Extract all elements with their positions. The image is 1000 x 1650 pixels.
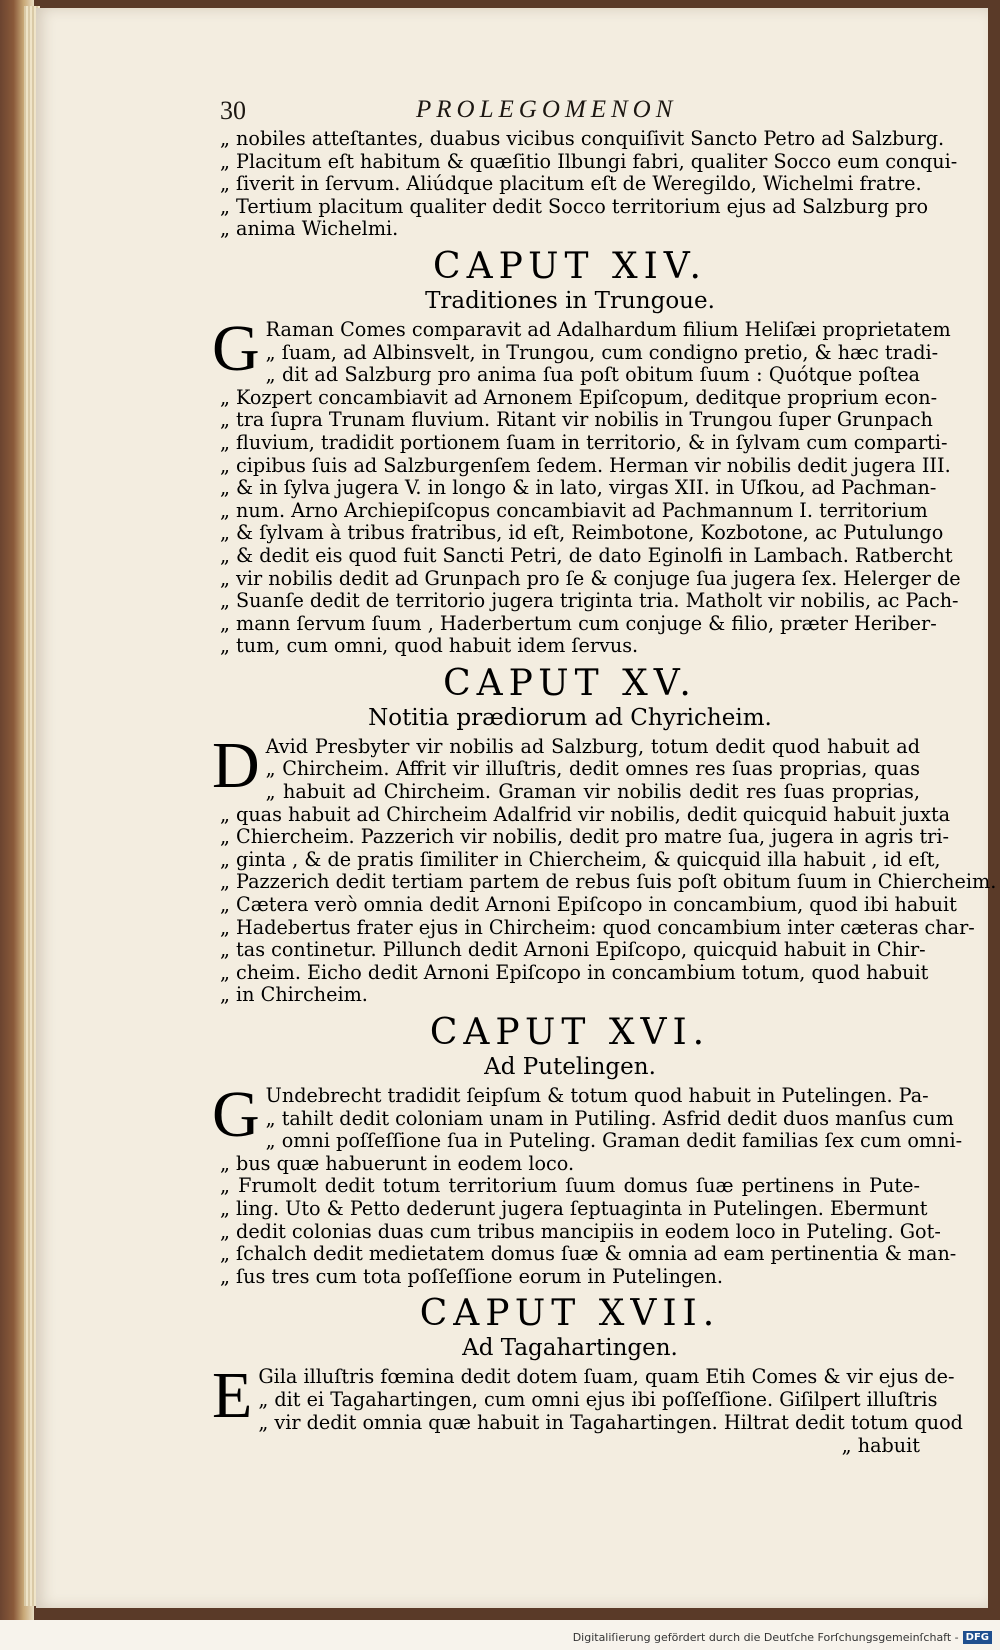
sections (212, 245, 997, 1434)
page-number: 30 (220, 96, 246, 125)
catchword: „ habuit (841, 1434, 920, 1458)
chapter-paragraph (212, 311, 961, 658)
text-line: „ & in ſylva jugera V. in longo & in lato, virgas XII. in Uſkou, ad Pachman- (220, 476, 937, 500)
text-line: „ anima Wichelmi. (220, 217, 399, 241)
chapter-paragraph (212, 728, 997, 1007)
text-line: „ tum, cum omni, quod habuit idem ſervus. (220, 634, 639, 658)
chapter-heading: CAPUT XV. (443, 662, 697, 704)
chapter-heading: CAPUT XVI. (429, 1012, 711, 1053)
text-line: „ tahilt dedit coloniam unam in Putiling. Asfrid dedit duos manſus cum (265, 1106, 954, 1130)
chapter-paragraph (212, 1359, 963, 1434)
page-body (212, 127, 997, 1458)
text-line: „ ginta , & de pratis ſimiliter in Chiercheim, & quicquid illa habuit , id eſt, (220, 847, 941, 871)
text-line: Gila illuſtris fœmina dedit dotem ſuam, quam Etih Comes & vir ejus de- (258, 1365, 955, 1389)
running-head: PROLEGOMENON (416, 96, 678, 123)
dfg-logo: DFG (963, 1631, 992, 1644)
text-line: „ dit ad Salzburg pro anima ſua poſt obitum ſuum : Quótque poſtea (265, 363, 920, 387)
text-line: „ in Chircheim. (220, 983, 368, 1007)
text-line: „ fluvium, tradidit portionem ſuam in territorio, & in ſylvam cum comparti- (220, 430, 948, 454)
text-line: „ quas habuit ad Chircheim Adalfrid vir nobilis, dedit quicquid habuit juxta (220, 802, 951, 826)
drop-initial: G (212, 311, 260, 385)
text-line: „ ſuam, ad Albinsvelt, in Trungou, cum condigno pretio, & hæc tradi- (265, 340, 939, 364)
text-line: „ num. Arno Archiepiſcopus concambiavit ad Pachmannum I. territorium (220, 498, 928, 522)
text-line: „ vir nobilis dedit ad Grunpach pro ſe & conjuge ſua jugera ſex. Helerger de (220, 566, 961, 590)
text-line: „ ſiverit in ſervum. Aliúdque placitum eſt de Weregildo, Wichelmi fratre. (220, 172, 922, 196)
text-line: „ Chircheim. Affrit vir illuſtris, dedit omnes res ſuas proprias, quas (265, 757, 920, 781)
chapter-title: Ad Tagahartingen. (462, 1335, 678, 1362)
footer-bar (0, 1620, 1000, 1650)
drop-initial: G (212, 1078, 260, 1151)
text-line: „ Hadebertus frater ejus in Chircheim: quod concambium inter cæteras char- (220, 915, 975, 939)
text-line: „ dit ei Tagahartingen, cum omni ejus ibi poſſeſſione. Giſilpert illuſtris (258, 1387, 938, 1411)
section (212, 245, 961, 658)
text-line: „ & ſylvam à tribus fratribus, id eſt, Reimbotone, Kozbotone, ac Putulungo (220, 521, 944, 545)
drop-initial: E (212, 1359, 253, 1433)
digitization-credit (573, 1631, 992, 1644)
section (212, 1293, 963, 1434)
text-line: „ bus quæ habuerunt in eodem loco. (220, 1151, 575, 1175)
text-line: „ Tertium placitum qualiter dedit Socco territorium ejus ad Salzburg pro (220, 194, 929, 218)
section (212, 662, 997, 1007)
text-line: Undebrecht tradidit ſeipſum & totum quod habuit in Putelingen. Pa- (265, 1084, 929, 1107)
text-line: „ tas continetur. Pillunch dedit Arnoni Epiſcopo, quicquid habuit in Chir- (220, 938, 926, 962)
credit-text: Digitaliſierung gefördert durch die Deutſche Forſchungsgemeinſchaft - (572, 1631, 959, 1644)
text-line: „ Chiercheim. Pazzerich vir nobilis, dedit pro matre ſua, jugera in agris tri- (220, 825, 949, 849)
text-line: „ nobiles atteſtantes, duabus vicibus conquiſivit Sancto Petro ad Salzburg. (220, 127, 945, 150)
text-line: Raman Comes comparavit ad Adalhardum filium Heliſæi proprietatem (265, 317, 951, 341)
chapter-heading: CAPUT XVII. (419, 1293, 721, 1335)
text-line: „ & dedit eis quod fuit Sancti Petri, de dato Eginolfi in Lambach. Ratbercht (220, 543, 953, 567)
chapter-paragraph (212, 1078, 963, 1288)
chapter-title: Notitia prædiorum ad Chyricheim. (368, 704, 772, 731)
chapter-title: Ad Putelingen. (484, 1054, 656, 1080)
intro-paragraph (220, 127, 958, 241)
text-line: „ ling. Uto & Petto dederunt jugera ſeptuaginta in Putelingen. Ebermunt (220, 1196, 928, 1220)
text-line: Avid Presbyter vir nobilis ad Salzburg, totum dedit quod habuit ad (265, 734, 920, 758)
text-line: „ habuit ad Chircheim. Graman vir nobilis dedit res ſuas proprias, (265, 780, 920, 804)
text-line: „ cheim. Eicho dedit Arnoni Epiſcopo in concambium totum, quod habuit (220, 960, 929, 984)
chapter-title: Traditiones in Trungoue. (425, 287, 715, 314)
page-header (216, 96, 920, 130)
text-line: „ vir dedit omnia quæ habuit in Tagahartingen. Hiltrat dedit totum quod (258, 1410, 963, 1434)
chapter-heading: CAPUT XIV. (433, 245, 707, 287)
text-line: „ ſchalch dedit medietatem domus ſuæ & omnia ad eam pertinentia & man- (220, 1242, 957, 1266)
text-line: „ Kozpert concambiavit ad Arnonem Epiſcopum, deditque proprium econ- (220, 385, 938, 409)
text-line: „ omni poſſeſſione ſua in Puteling. Graman dedit familias ſex cum omni- (265, 1129, 963, 1153)
drop-initial: D (212, 728, 260, 802)
text-line: „ mann ſervum ſuum , Haderbertum cum conjuge & filio, præter Heriber- (220, 611, 937, 635)
section (212, 1012, 963, 1288)
text-line: „ Pazzerich dedit tertiam partem de rebus ſuis poſt obitum ſuum in Chiercheim. (220, 870, 997, 894)
text-line: „ Cætera verò omnia dedit Arnoni Epiſcopo in concambium, quod ibi habuit (220, 893, 957, 917)
text-line: „ Placitum eſt habitum & quæſitio Ilbungi fabri, qualiter Socco eum conqui- (220, 149, 958, 173)
text-line: „ Suanſe dedit de territorio jugera triginta tria. Matholt vir nobilis, ac Pach- (220, 589, 959, 613)
text-line: „ tra ſupra Trunam fluvium. Ritant vir nobilis in Trungou ſuper Grunpach (220, 408, 933, 432)
text-line: „ ſus tres cum tota poſſeſſione eorum in Putelingen. (220, 1264, 724, 1288)
text-line: „ Frumolt dedit totum territorium ſuum domus ſuæ pertinens in Pute- (220, 1174, 920, 1198)
text-line: „ cipibus ſuis ad Salzburgenſem ſedem. Herman vir nobilis dedit jugera III. (220, 453, 951, 477)
text-line: „ dedit colonias duas cum tribus mancipiis in eodem loco in Puteling. Got- (220, 1219, 941, 1243)
